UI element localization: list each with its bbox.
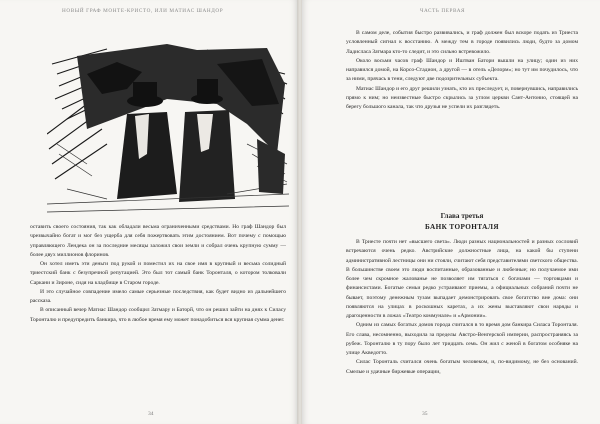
page-number-right: 35 — [422, 411, 428, 417]
left-running-head: НОВЫЙ ГРАФ МОНТЕ-КРИСТО, ИЛИ МАТИАС ШАНДОР — [62, 8, 224, 14]
paragraph: В описанный вечер Матиас Шандор сообщил Затмару и Баторй, что он решил зайти на днях к Силасу Торонталю и предупредить банкира, что в любое время ему может понадобиться вся крупная сумма денег. — [30, 307, 286, 323]
right-page — [302, 0, 600, 424]
paragraph: И это случайное совпадение имело самые серьезные последствия, как будет видно из дальнейшего рассказа. — [30, 288, 286, 304]
right-running-head: ЧАСТЬ ПЕРВАЯ — [420, 8, 466, 14]
paragraph: В Триесте почти нет «высшего света». Люди разных национальностей и разных сословий встречаются очень редко. Австрийские должностные лица, на какой бы ступени административной лестницы они ни стояли, считают себя представителями светского общества. В большинстве своем это люди воспитанные, образованные и любезные; но получаемое ими более чем скромное жалованье не позволяет им тягаться с богачами — торговцами и финансистами. Богатые семьи редко устраивают приемы, а официальных собраний почти не бывает, поэтому денежным тузам выпадает демонстрировать свое богатство вне дома: они появляются на улицах в роскошных каретах, а их жены выставляют свои наряды и драгоценности в ложах «Театро коммунале» и «Армонии». — [346, 239, 578, 319]
paragraph: Он хотел иметь эти деньги под рукой и поместил их на свое имя в крупный и весьма солидный триестский банк с безупречной репутацией. Это был тот самый банк Торонталя, о котором толковали Саркани и Зироне, сидя на кладбище в Старом городе. — [30, 261, 286, 286]
paragraph: Около восьми часов граф Шандор и Иштван Батори вышли на улицу; один из них направился домой, на Корсо-Стадион, а другой — в отель «Делорм»; но тут им почудилось, что за ними, прячась в тени, следуют две подозрительных субъекта. — [346, 57, 578, 83]
paragraph: оставить своего состояния, так как обладали весьма ограниченными средствами. Но граф Шандор был чрезвычайно богат и мог без ущерба для себя пожертвовать этим достоянием. Вот почему с помощью управляющего Лендека он за последние месяцы заложил свои земли и собрал очень крупную сумму — более двух миллионов флоринов. — [30, 224, 286, 258]
paragraph: Силас Торонталь считался очень богатым человеком, и, по-видимому, не без оснований. Смелые и удачные биржевые операции, — [346, 359, 578, 375]
right-page-text-bottom — [346, 238, 578, 377]
page-number-left: 34 — [148, 411, 154, 417]
chapter-number: Глава третья — [440, 212, 484, 220]
paragraph: Матиас Шандор и его друг решили узнать, кто их преследует, и, повернувшись, направились прямо к ним; но неизвестные быстро скрылись за углом церкви Сант-Антонио, стоящей на берегу большого канала, так что друзья не успели их разглядеть. — [346, 85, 578, 110]
paragraph: Одним из самых богатых домов города считался в то время дом банкира Силаса Торонталя. Его слава, несомненно, выходила за пределы Австро-Венгерской империи, распространяясь за рубеж. Торонталю в ту пору было лет тридцать семь. Он жил с женой в богатом особняке на улице Акведотто. — [346, 322, 578, 356]
right-page-text-top — [346, 29, 578, 112]
left-page-text — [30, 223, 286, 325]
left-page — [0, 0, 298, 424]
paragraph: В самом деле, события быстро развивались, и граф должен был вскоре подать из Триеста условленный сигнал к восстанию. А между тем в городе появились люди, будто за домом Ладисласа Затмара кто-то следит, и это сильно встревожило. — [346, 30, 578, 55]
engraving-illustration — [47, 44, 289, 217]
chapter-title: БАНК ТОРОНТАЛЯ — [424, 223, 500, 231]
